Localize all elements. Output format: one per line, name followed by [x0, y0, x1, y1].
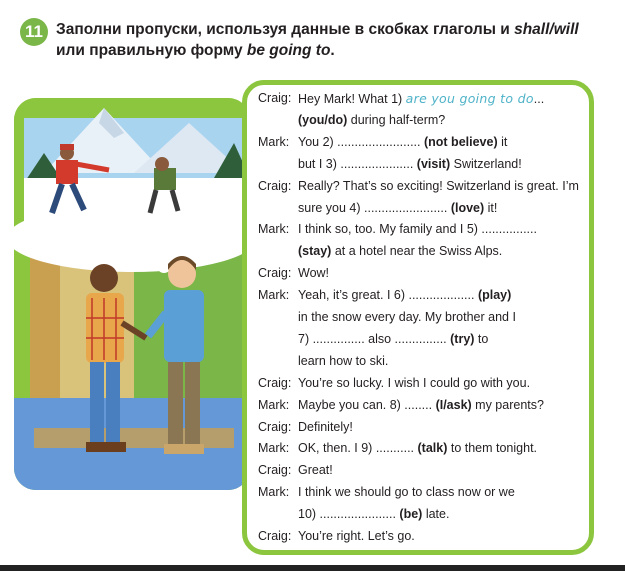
speaker-label: Mark:	[258, 288, 290, 303]
speaker-label: Mark:	[258, 441, 290, 456]
line-text: OK, then. I 9) ...........	[298, 441, 418, 456]
dialogue-line	[258, 222, 588, 240]
dialogue-text	[298, 288, 511, 302]
line-text: Definitely!	[298, 419, 353, 434]
line-text: You 2) ........................	[298, 134, 424, 149]
line-text: in the snow every day. My brother and I	[298, 310, 516, 324]
speaker-label: Craig:	[258, 178, 292, 193]
dialogue-text	[298, 354, 388, 368]
dialogue-text	[298, 157, 522, 171]
line-text: I think we should go to class now or we	[298, 485, 515, 500]
dialogue-line	[258, 420, 588, 438]
exercise-instruction	[56, 19, 596, 61]
dialogue-text	[298, 441, 537, 455]
speaker-label: Craig:	[258, 375, 292, 390]
dialogue-line	[258, 266, 588, 284]
verb-hint: (I/ask)	[435, 397, 472, 412]
dialogue-text	[298, 507, 449, 521]
speaker-label: Craig:	[258, 529, 292, 543]
dialogue-line	[258, 179, 588, 197]
speaker-label: Craig:	[258, 266, 292, 281]
line-text: at a hotel near the Swiss Alps.	[331, 244, 503, 259]
verb-hint: (visit)	[416, 156, 451, 171]
line-text: Maybe you can. 8) ........	[298, 397, 436, 412]
dialogue-line	[258, 529, 588, 547]
verb-hint: (love)	[450, 200, 485, 215]
line-text: Switzerland!	[450, 156, 522, 171]
dialogue-text	[298, 420, 353, 434]
verb-hint: (not believe)	[423, 134, 498, 149]
line-text: Great!	[298, 463, 333, 478]
exercise-number-badge: 11	[20, 18, 48, 46]
line-text: You’re right. Let’s go.	[298, 529, 415, 543]
dialogue-text	[298, 529, 415, 543]
line-text: ...	[533, 92, 545, 106]
line-text: Wow!	[298, 266, 330, 281]
dialogue-line	[258, 398, 588, 416]
line-text: during half-term?	[347, 112, 446, 127]
speaker-label: Mark:	[258, 222, 290, 237]
dialogue-text	[298, 91, 544, 106]
illustration-frame	[14, 98, 250, 490]
dialogue-text	[298, 310, 516, 324]
verb-hint: (stay)	[298, 244, 332, 259]
dialogue-line	[258, 288, 588, 306]
dialogue-line	[258, 244, 588, 262]
dialogue-text	[298, 113, 445, 127]
line-text: it!	[484, 200, 498, 215]
dialogue-text	[298, 266, 329, 280]
dialogue-text	[298, 201, 497, 215]
instruction-keyword: be going to	[246, 42, 331, 59]
dialogue-text	[298, 376, 530, 390]
dialogue-text	[298, 244, 502, 258]
verb-hint: (be)	[399, 507, 423, 522]
instruction-keyword: shall/will	[514, 21, 579, 38]
line-text: it	[497, 134, 508, 149]
line-text: Really? That’s so exciting! Switzerland is great. I’m	[298, 178, 579, 193]
dialogue-text	[298, 463, 333, 477]
dialogue-line	[258, 157, 588, 175]
speaker-label: Craig:	[258, 463, 292, 478]
filled-answer: are you going to do	[405, 91, 534, 106]
dialogue-text	[298, 135, 507, 149]
dialogue-line	[258, 113, 588, 131]
dialogue-line	[258, 485, 588, 503]
line-text: my parents?	[471, 397, 544, 412]
speaker-label: Craig:	[258, 91, 292, 105]
line-text: late.	[422, 507, 450, 522]
dialogue-text	[298, 398, 544, 412]
verb-hint: (play)	[477, 288, 512, 303]
dialogue-line	[258, 354, 588, 372]
verb-hint: (try)	[450, 331, 475, 346]
line-text: I think so, too. My family and I 5) ................	[298, 222, 537, 237]
instruction-text: Заполни пропуски, используя данные в скобках глаголы и	[56, 21, 515, 38]
speaker-label: Mark:	[258, 134, 290, 149]
dialogue-text	[298, 485, 515, 499]
line-text: Yeah, it’s great. I 6) ...................	[298, 288, 478, 303]
line-text: learn how to ski.	[298, 353, 389, 368]
line-text: sure you 4) ........................	[298, 200, 451, 215]
line-text: You’re so lucky. I wish I could go with you.	[298, 375, 531, 390]
line-text: but I 3) .....................	[298, 156, 417, 171]
speaker-label: Mark:	[258, 397, 290, 412]
line-text: 10) ......................	[298, 507, 400, 522]
dialogue-text	[298, 222, 537, 236]
dialogue-line	[258, 376, 588, 394]
dialogue-line	[258, 135, 588, 153]
dialogue-line	[258, 91, 588, 109]
dialogue-text	[298, 179, 579, 193]
line-text: 7) ............... also ...............	[298, 331, 451, 346]
boys-talking-illustration	[14, 98, 250, 490]
dialogue-line	[258, 441, 588, 459]
line-text: to	[474, 331, 489, 346]
dialogue-line	[258, 310, 588, 328]
verb-hint: (you/do)	[298, 112, 348, 127]
instruction-text: или правильную форму	[56, 42, 247, 59]
speaker-label: Craig:	[258, 419, 292, 434]
dialogue-line	[258, 201, 588, 219]
instruction-text: .	[330, 42, 335, 59]
speaker-label: Mark:	[258, 485, 290, 500]
line-text: Hey Mark! What 1)	[298, 92, 406, 106]
dialogue-line	[258, 463, 588, 481]
line-text: to them tonight.	[447, 441, 538, 456]
dialogue-line	[258, 507, 588, 525]
bottom-edge	[0, 565, 625, 571]
verb-hint: (talk)	[417, 441, 448, 456]
dialogue-text	[298, 332, 488, 346]
dialogue-line	[258, 332, 588, 350]
